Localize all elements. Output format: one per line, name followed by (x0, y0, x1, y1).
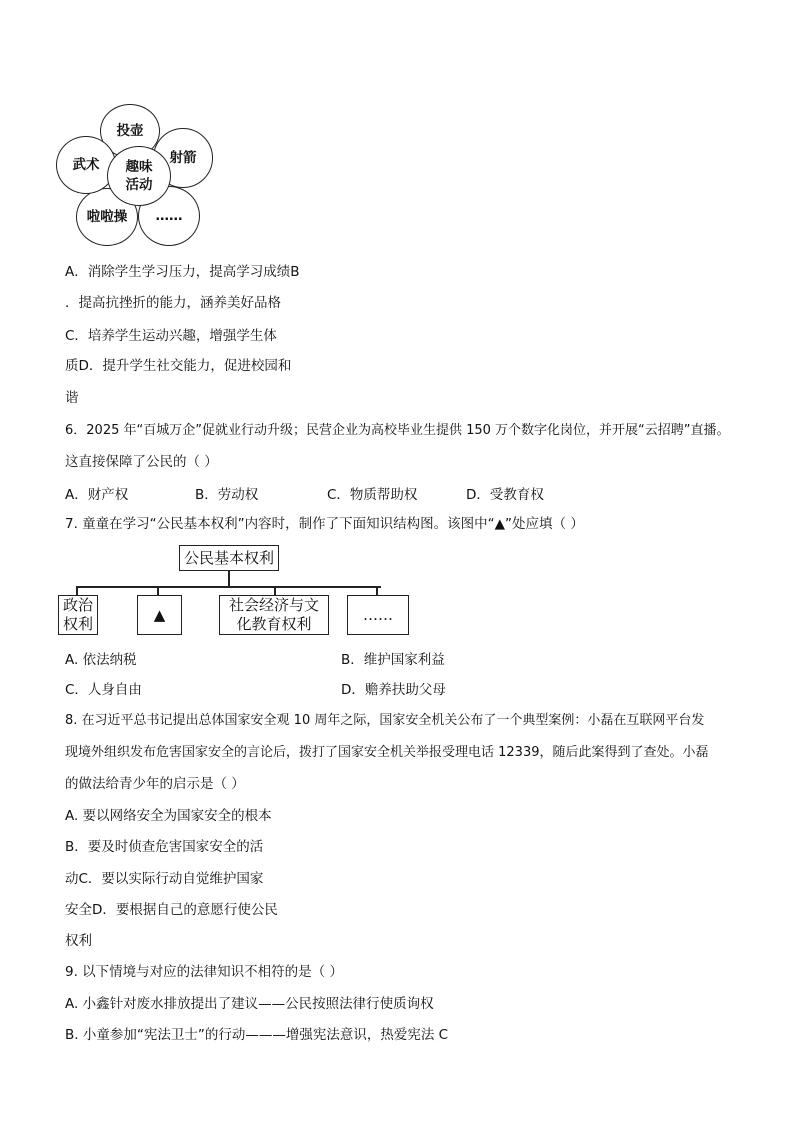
q7-option-c: C．人身自由 (65, 682, 142, 698)
q7-stem: 7. 童童在学习“公民基本权利”内容时，制作了下面知识结构图。该图中“▲”处应填（ ） (65, 516, 584, 532)
q7-option-b: B．维护国家利益 (341, 652, 445, 668)
rights-structure-diagram (56, 543, 416, 643)
child-label: 社会经济与文化教育权利 (228, 596, 319, 633)
child-label: 政治权利 (62, 596, 93, 633)
diagram-child-political (58, 595, 98, 635)
activities-flower-diagram (54, 104, 219, 249)
root-label: 公民基本权利 (183, 548, 274, 567)
center-label: 趣味活动 (125, 159, 153, 193)
q6-option-a: A．财产权 (65, 487, 129, 503)
petal-label: 射箭 (169, 150, 197, 166)
child-label: ▲ (153, 605, 166, 624)
petal-label: 投壶 (116, 123, 144, 139)
q5-option-line-5: 谐 (65, 390, 79, 406)
q6-option-c: C．物质帮助权 (327, 487, 418, 503)
petal-label: …… (155, 208, 183, 224)
petal-label: 啦啦操 (86, 209, 128, 225)
q9-option-line-1: A. 小鑫针对废水排放提出了建议——公民按照法律行使质询权 (65, 996, 434, 1012)
connector-vertical (228, 571, 230, 587)
diagram-child-social (219, 595, 329, 635)
petal-wushu (56, 136, 116, 194)
flower-center (107, 146, 171, 206)
q5-option-line-1: A．消除学生学习压力，提高学习成绩B (65, 264, 300, 280)
q9-option-line-2: B. 小童参加“宪法卫士”的行动———增强宪法意识，热爱宪法 C (65, 1027, 449, 1043)
q8-option-line-4: 安全D．要根据自己的意愿行使公民 (65, 902, 278, 918)
connector-horizontal (76, 586, 381, 588)
q6-stem-line-2: 这直接保障了公民的（ ） (65, 454, 218, 470)
q8-stem-line-1: 8. 在习近平总书记提出总体国家安全观 10 周年之际，国家安全机关公布了一个典型案例：小磊在互联网平台发 (65, 713, 705, 728)
q6-option-d: D．受教育权 (466, 487, 544, 503)
q8-option-line-1: A. 要以网络安全为国家安全的根本 (65, 808, 272, 824)
q5-option-line-4: 质D．提升学生社交能力，促进校园和 (65, 358, 292, 374)
q9-stem: 9. 以下情境与对应的法律知识不相符的是（ ） (65, 964, 343, 980)
q8-option-line-3: 动C．要以实际行动自觉维护国家 (65, 871, 264, 887)
q8-stem-line-2: 现境外组织发布危害国家安全的言论后，拨打了国家安全机关举报受理电话 12339，随后此案得到了查处。小磊 (65, 745, 709, 760)
diagram-root (179, 545, 279, 571)
petal-label: 武术 (72, 157, 100, 173)
q8-option-line-5: 权利 (65, 933, 92, 949)
q6-option-b: B．劳动权 (195, 487, 259, 503)
q8-stem-line-3: 的做法给青少年的启示是（ ） (65, 776, 245, 792)
q7-option-d: D．赡养扶助父母 (341, 682, 446, 698)
q7-option-a: A. 依法纳税 (65, 652, 137, 668)
diagram-child-more (347, 595, 409, 635)
q8-option-line-2: B．要及时侦查危害国家安全的活 (65, 839, 264, 855)
child-label: …… (363, 605, 393, 624)
diagram-child-blank (137, 595, 182, 635)
q5-option-line-2: ．提高抗挫折的能力，涵养美好品格 (65, 295, 281, 311)
q5-option-line-3: C．培养学生运动兴趣，增强学生体 (65, 328, 277, 344)
q6-stem-line-1: 6．2025 年“百城万企”促就业行动升级；民营企业为高校毕业生提供 150 万个数字化岗位，并开展“云招聘”直播。 (65, 423, 730, 438)
